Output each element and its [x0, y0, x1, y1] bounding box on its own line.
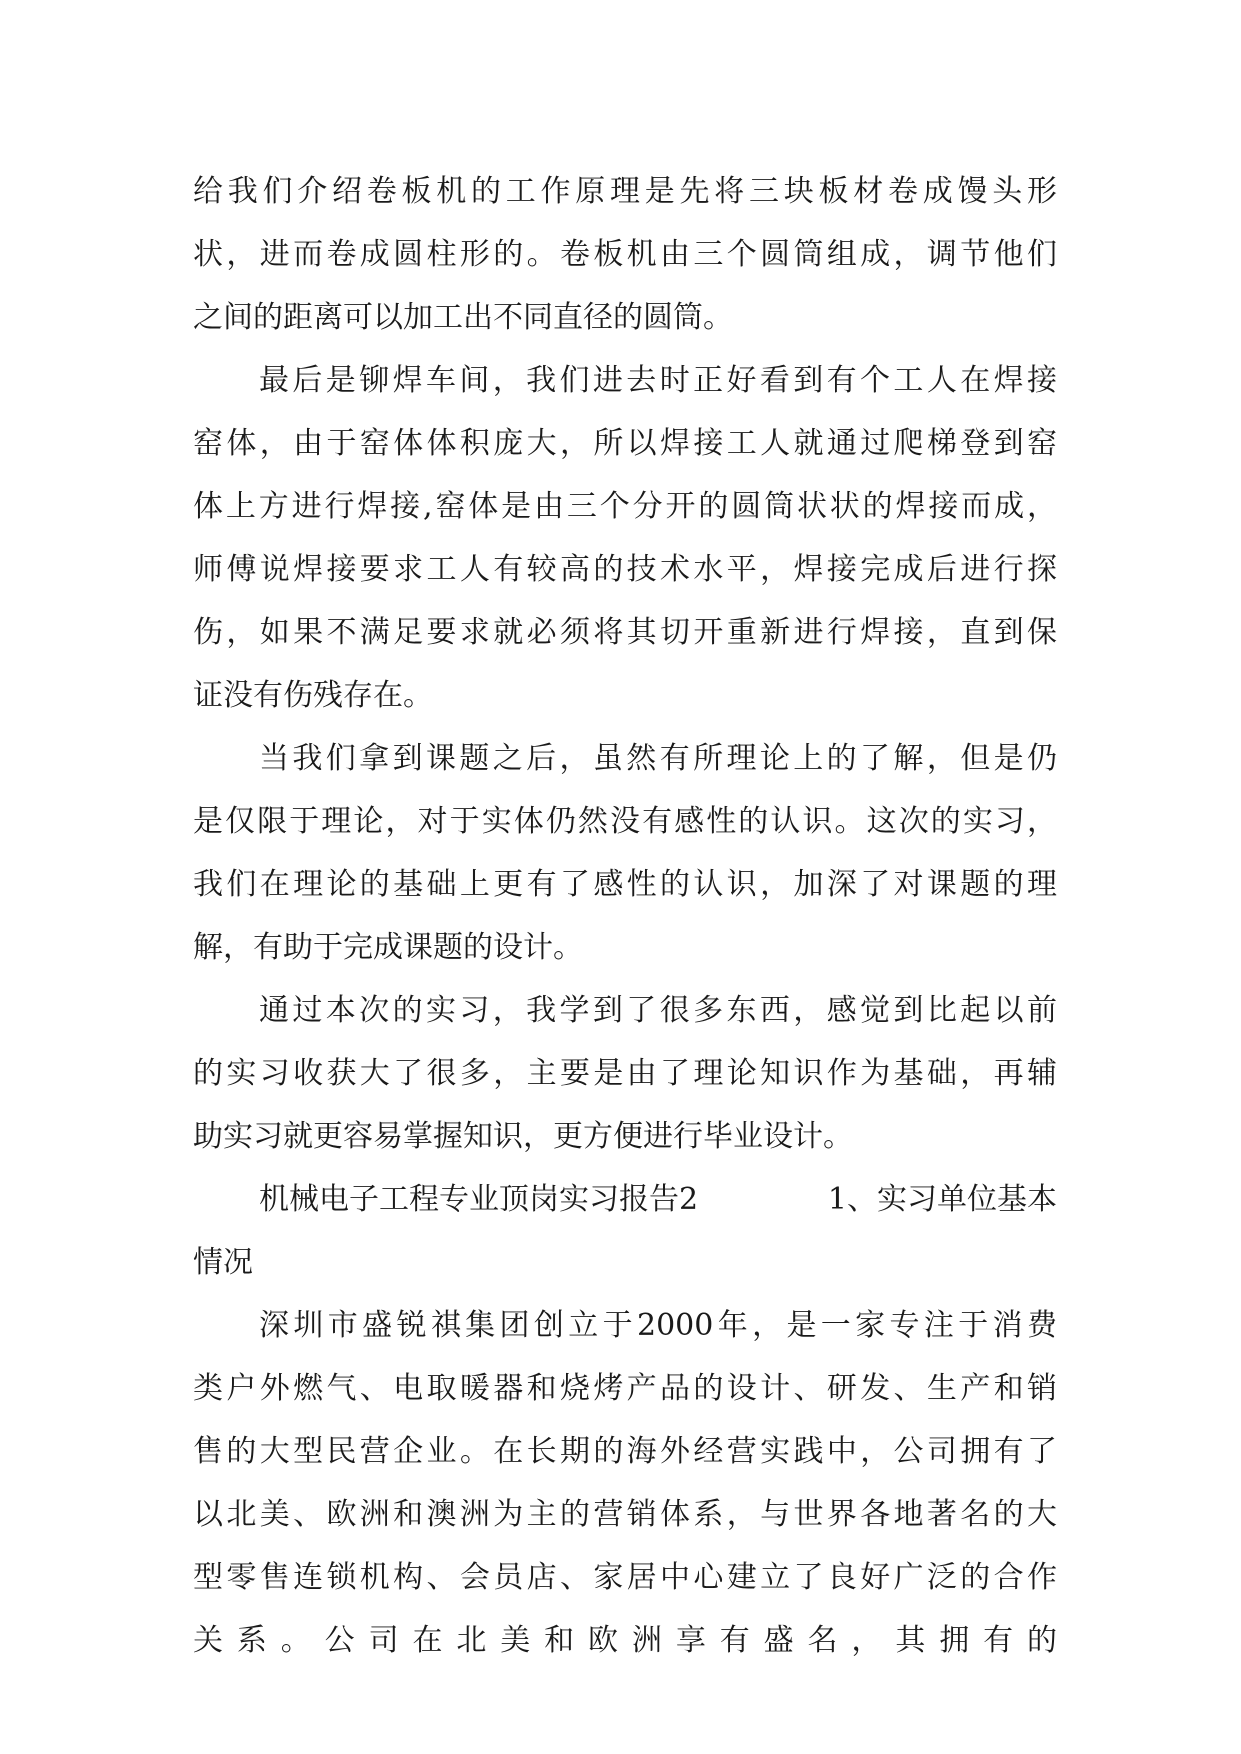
text-line: 关系。公司在北美和欧洲享有盛名，其拥有的 [193, 1623, 1057, 1658]
text-line: 解，有助于完成课题的设计。 [193, 930, 583, 965]
text-line: 以北美、欧洲和澳洲为主的营销体系，与世界各地著名的大 [193, 1497, 1057, 1532]
paragraph [193, 727, 1057, 979]
text-line: 的实习收获大了很多，主要是由了理论知识作为基础，再辅 [193, 1056, 1057, 1091]
paragraph [193, 349, 1057, 727]
text-line: 售的大型民营企业。在长期的海外经营实践中，公司拥有了 [193, 1434, 1057, 1469]
document-body [193, 160, 1057, 1672]
text-line: 型零售连锁机构、会员店、家居中心建立了良好广泛的合作 [193, 1560, 1057, 1595]
text-line: 我们在理论的基础上更有了感性的认识，加深了对课题的理 [193, 867, 1057, 902]
text-line: 窑体，由于窑体体积庞大，所以焊接工人就通过爬梯登到窑 [193, 426, 1057, 461]
text-line: 证没有伤残存在。 [193, 678, 433, 713]
text-line: 当我们拿到课题之后，虽然有所理论上的了解，但是仍 [259, 741, 1057, 776]
text-line: 是仅限于理论，对于实体仍然没有感性的认识。这次的实习， [193, 804, 1057, 839]
text-line: 伤，如果不满足要求就必须将其切开重新进行焊接，直到保 [193, 615, 1057, 650]
text-line: 最后是铆焊车间，我们进去时正好看到有个工人在焊接 [259, 363, 1057, 398]
text-line: 助实习就更容易掌握知识，更方便进行毕业设计。 [193, 1119, 853, 1154]
section-title-continuation: 情况 [193, 1245, 253, 1280]
paragraph [193, 160, 1057, 349]
text-line: 状，进而卷成圆柱形的。卷板机由三个圆筒组成，调节他们 [193, 237, 1057, 272]
text-line: 类户外燃气、电取暖器和烧烤产品的设计、研发、生产和销 [193, 1371, 1057, 1406]
text-line: 师傅说焊接要求工人有较高的技术水平，焊接完成后进行探 [193, 552, 1057, 587]
text-line: 深圳市盛锐祺集团创立于2000年，是一家专注于消费 [259, 1308, 1057, 1343]
heading-line [193, 1168, 1057, 1231]
paragraph [193, 979, 1057, 1168]
report-title: 机械电子工程专业顶岗实习报告2 [259, 1182, 699, 1217]
text-line: 给我们介绍卷板机的工作原理是先将三块板材卷成馒头形 [193, 174, 1057, 209]
paragraph [193, 1294, 1057, 1672]
text-line: 之间的距离可以加工出不同直径的圆筒。 [193, 300, 733, 335]
text-line: 通过本次的实习，我学到了很多东西，感觉到比起以前 [259, 993, 1057, 1028]
text-line: 体上方进行焊接,窑体是由三个分开的圆筒状状的焊接而成， [193, 489, 1057, 524]
section-heading [193, 1168, 1057, 1294]
section-title: 1、实习单位基本 [827, 1182, 1057, 1217]
